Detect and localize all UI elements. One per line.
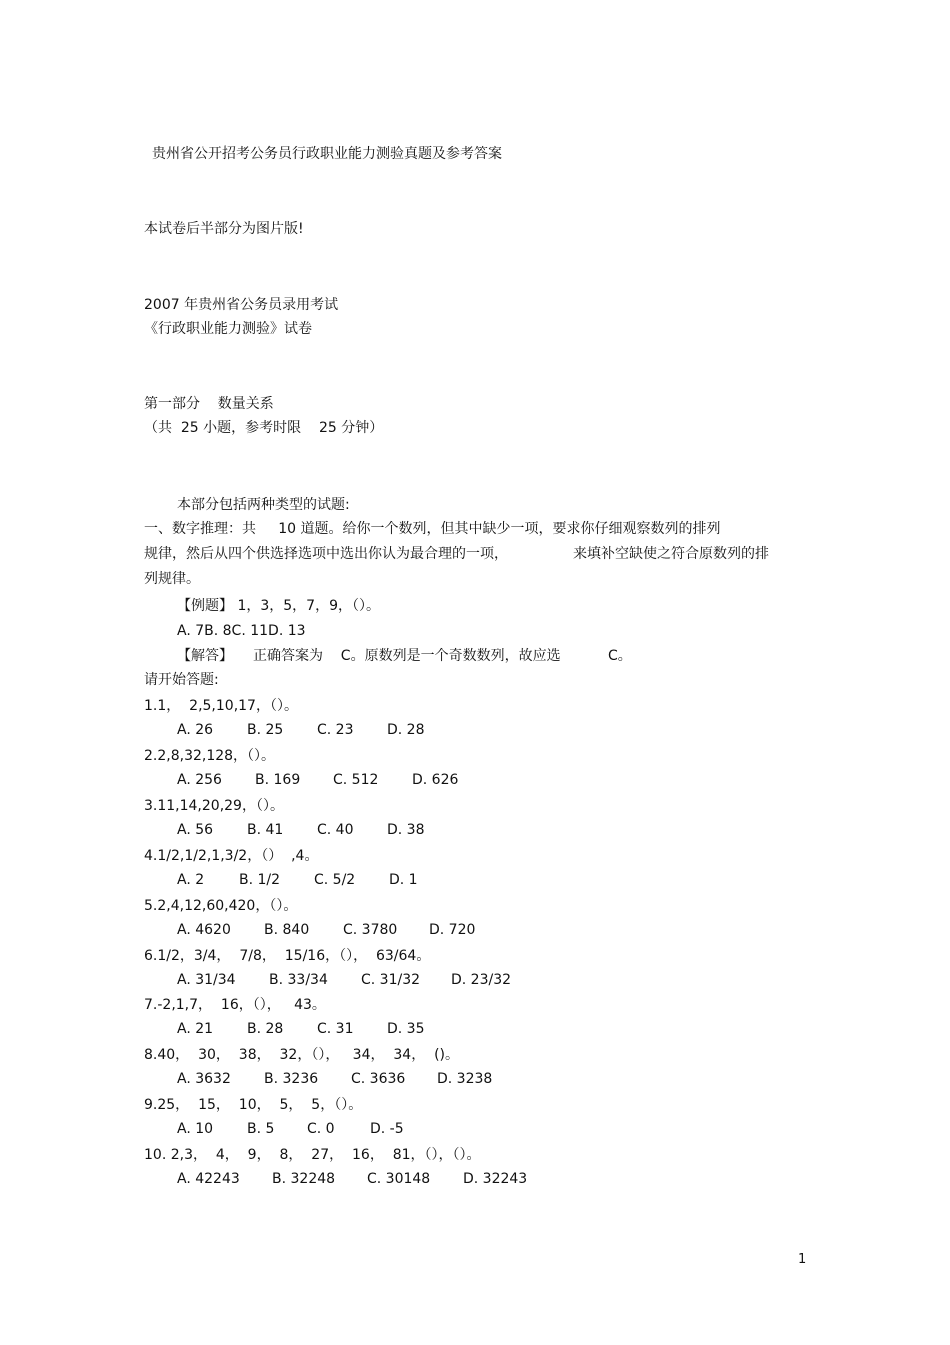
option-choice: C. 40: [317, 821, 354, 838]
question-text: 5.2,4,12,60,420，（）。: [144, 897, 298, 914]
example-answer-label: 【解答】: [177, 648, 233, 664]
option-choice: D. 23/32: [451, 971, 512, 988]
option-choice: B. 25: [247, 722, 284, 738]
option-choice: C. 31/32: [361, 971, 421, 988]
question-text: 4.1/2,1/2,1,3/2，（） ,4。: [144, 847, 319, 864]
exam-heading-year: 2007 年贵州省公务员录用考试: [144, 297, 339, 313]
note-text: 本试卷后半部分为图片版!: [144, 221, 304, 237]
option-choice: D. -5: [370, 1121, 404, 1138]
option-choice: C. 23: [317, 722, 354, 738]
option-choice: B. 5: [247, 1121, 275, 1138]
part-title: 第一部分 数量关系: [144, 396, 274, 412]
option-choice: B. 3236: [264, 1071, 319, 1088]
option-choice: B. 1/2: [239, 871, 281, 888]
option-choice: A. 256: [177, 771, 222, 788]
option-choice: A. 31/34: [177, 971, 236, 988]
option-choice: D. 35: [387, 1021, 425, 1038]
option-choice: A. 3632: [177, 1071, 231, 1088]
option-choice: D. 720: [429, 921, 476, 938]
option-choice: B. 840: [264, 921, 310, 938]
option-choice: B. 28: [247, 1021, 284, 1038]
option-choice: B. 33/34: [269, 971, 328, 988]
option-choice: D. 32243: [463, 1171, 528, 1188]
page-number: 1: [798, 1252, 807, 1267]
option-choice: C. 3636: [351, 1071, 406, 1088]
option-choice: C. 0: [307, 1121, 335, 1138]
type1-line2b: 来填补空缺使之符合原数列的排: [573, 546, 769, 562]
option-choice: B. 32248: [272, 1171, 336, 1188]
option-choice: D. 1: [389, 871, 418, 888]
question-text: 7.-2,1,7， 16，（）， 43。: [144, 997, 326, 1014]
option-choice: D. 3238: [437, 1071, 493, 1088]
option-choice: D. 38: [387, 821, 425, 838]
option-choice: A. 2: [177, 871, 205, 888]
exam-heading-title: 《行政职业能力测验》试卷: [144, 321, 312, 337]
option-choice: B. 169: [255, 771, 301, 788]
option-choice: A. 26: [177, 722, 214, 738]
option-choice: C. 5/2: [314, 871, 356, 888]
option-choice: C. 512: [333, 771, 379, 788]
option-choice: A. 4620: [177, 921, 231, 938]
question-text: 6.1/2，3/4， 7/8， 15/16，（）， 63/64。: [144, 947, 431, 964]
type1-line1: 一、数字推理：共 10 道题。给你一个数列，但其中缺少一项，要求你仔细观察数列的排列: [144, 521, 721, 537]
option-choice: A. 56: [177, 821, 214, 838]
document-title: 贵州省公开招考公务员行政职业能力测验真题及参考答案: [152, 146, 502, 162]
option-choice: C. 31: [317, 1021, 354, 1038]
example-answer-choice: C。: [608, 648, 632, 664]
intro-text: 本部分包括两种类型的试题:: [177, 497, 350, 513]
option-choice: A. 42243: [177, 1171, 240, 1188]
question-text: 8.40， 30， 38， 32，（）， 34， 34， ()。: [144, 1047, 460, 1064]
option-choice: A. 10: [177, 1121, 214, 1138]
option-choice: D. 28: [387, 722, 425, 738]
question-text: 10. 2,3， 4， 9， 8， 27， 16， 81，（），（）。: [144, 1147, 481, 1164]
option-choice: D. 626: [412, 771, 459, 788]
example-answer-text: 正确答案为 C。原数列是一个奇数数列，故应选: [253, 648, 561, 664]
question-text: 1.1， 2,5,10,17，（）。: [144, 698, 298, 714]
type1-line2a: 规律，然后从四个供选择选项中选出你认为最合理的一项，: [144, 546, 508, 562]
part-subtitle: （共 25 小题，参考时限 25 分钟）: [144, 420, 384, 436]
example-question: 【例题】 1，3，5，7，9，（）。: [177, 598, 380, 614]
example-options: A. 7B. 8C. 11D. 13: [177, 623, 306, 639]
start-instruction: 请开始答题:: [144, 672, 219, 688]
option-choice: C. 3780: [343, 921, 398, 938]
question-text: 3.11,14,20,29，（）。: [144, 797, 284, 814]
type1-line3: 列规律。: [144, 571, 200, 587]
option-choice: B. 41: [247, 821, 284, 838]
question-text: 2.2,8,32,128，（）。: [144, 747, 276, 764]
option-choice: C. 30148: [367, 1171, 431, 1188]
question-text: 9.25， 15， 10， 5， 5，（）。: [144, 1097, 363, 1114]
option-choice: A. 21: [177, 1021, 214, 1038]
